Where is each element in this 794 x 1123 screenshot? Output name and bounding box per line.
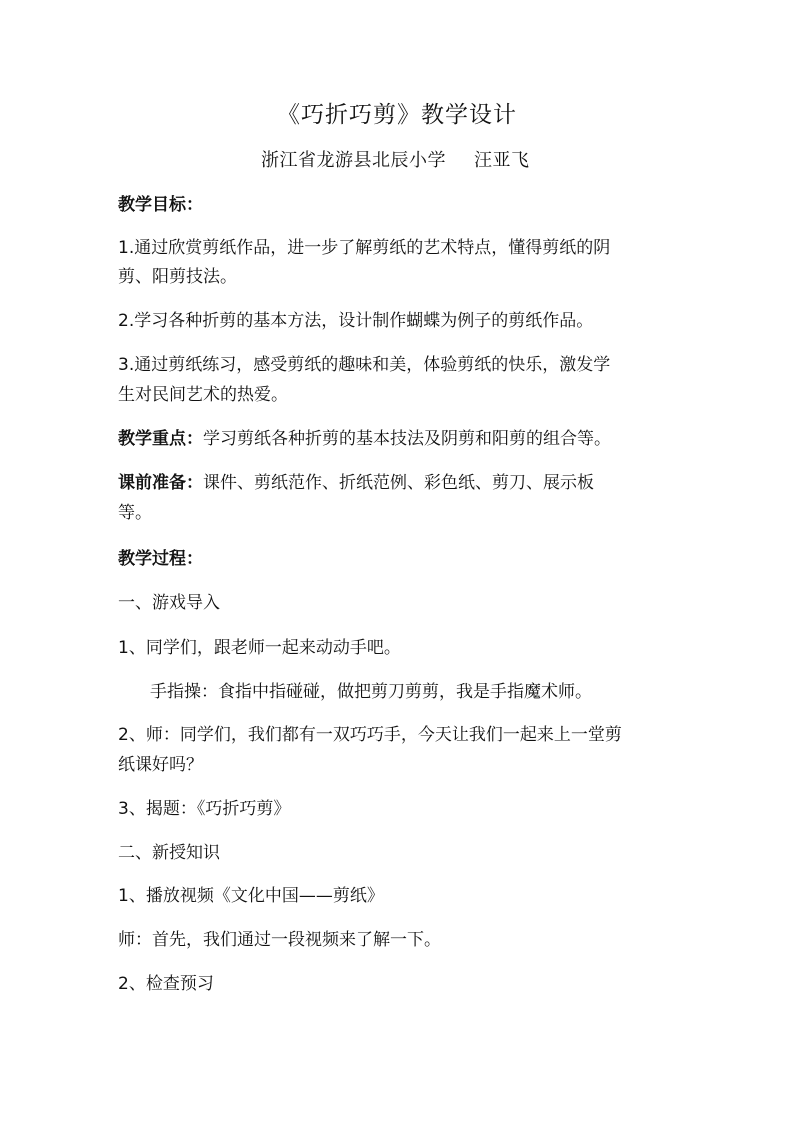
section-1-item-2-line-1: 2、师：同学们，我们都有一双巧巧手，今天让我们一起来上一堂剪 — [118, 725, 622, 745]
prep-text: 课件、剪纸范作、折纸范例、彩色纸、剪刀、展示板 — [203, 473, 594, 493]
goal-2: 2.学习各种折剪的基本方法，设计制作蝴蝶为例子的剪纸作品。 — [118, 311, 594, 331]
focus-label: 教学重点： — [118, 429, 203, 449]
prep-text-line-2: 等。 — [118, 503, 152, 523]
section-2-item-1: 1、播放视频《文化中国——剪纸》 — [118, 886, 384, 906]
section-2-title: 二、新授知识 — [118, 843, 220, 863]
section-2-item-1-text: 师：首先，我们通过一段视频来了解一下。 — [118, 930, 441, 950]
class-preparation — [118, 468, 698, 498]
goals-heading: 教学目标： — [118, 195, 203, 215]
goal-3-line-1: 3.通过剪纸练习，感受剪纸的趣味和美，体验剪纸的快乐，激发学 — [118, 355, 611, 375]
goal-1-line-1: 1.通过欣赏剪纸作品，进一步了解剪纸的艺术特点，懂得剪纸的阴 — [118, 238, 611, 258]
section-2-item-2: 2、检查预习 — [118, 974, 214, 994]
document-title: 《巧折巧剪》教学设计 — [277, 102, 517, 128]
process-heading: 教学过程： — [118, 549, 203, 569]
byline — [261, 146, 530, 172]
section-1-item-1-detail: 手指操：食指中指碰碰，做把剪刀剪剪，我是手指魔术师。 — [150, 682, 592, 702]
teaching-focus — [118, 424, 698, 454]
prep-label: 课前准备： — [118, 473, 203, 493]
goal-3-line-2: 生对民间艺术的热爱。 — [118, 385, 288, 405]
section-1-item-3: 3、揭题：《巧折巧剪》 — [118, 799, 291, 819]
author-name: 汪亚飞 — [474, 150, 530, 171]
focus-text: 学习剪纸各种折剪的基本技法及阴剪和阳剪的组合等。 — [203, 429, 611, 449]
section-1-item-1: 1、同学们，跟老师一起来动动手吧。 — [118, 638, 401, 658]
section-1-title: 一、游戏导入 — [118, 593, 220, 613]
school-name: 浙江省龙游县北辰小学 — [261, 150, 446, 171]
section-1-item-2-line-2: 纸课好吗？ — [118, 755, 203, 775]
goal-1-line-2: 剪、阳剪技法。 — [118, 267, 237, 287]
